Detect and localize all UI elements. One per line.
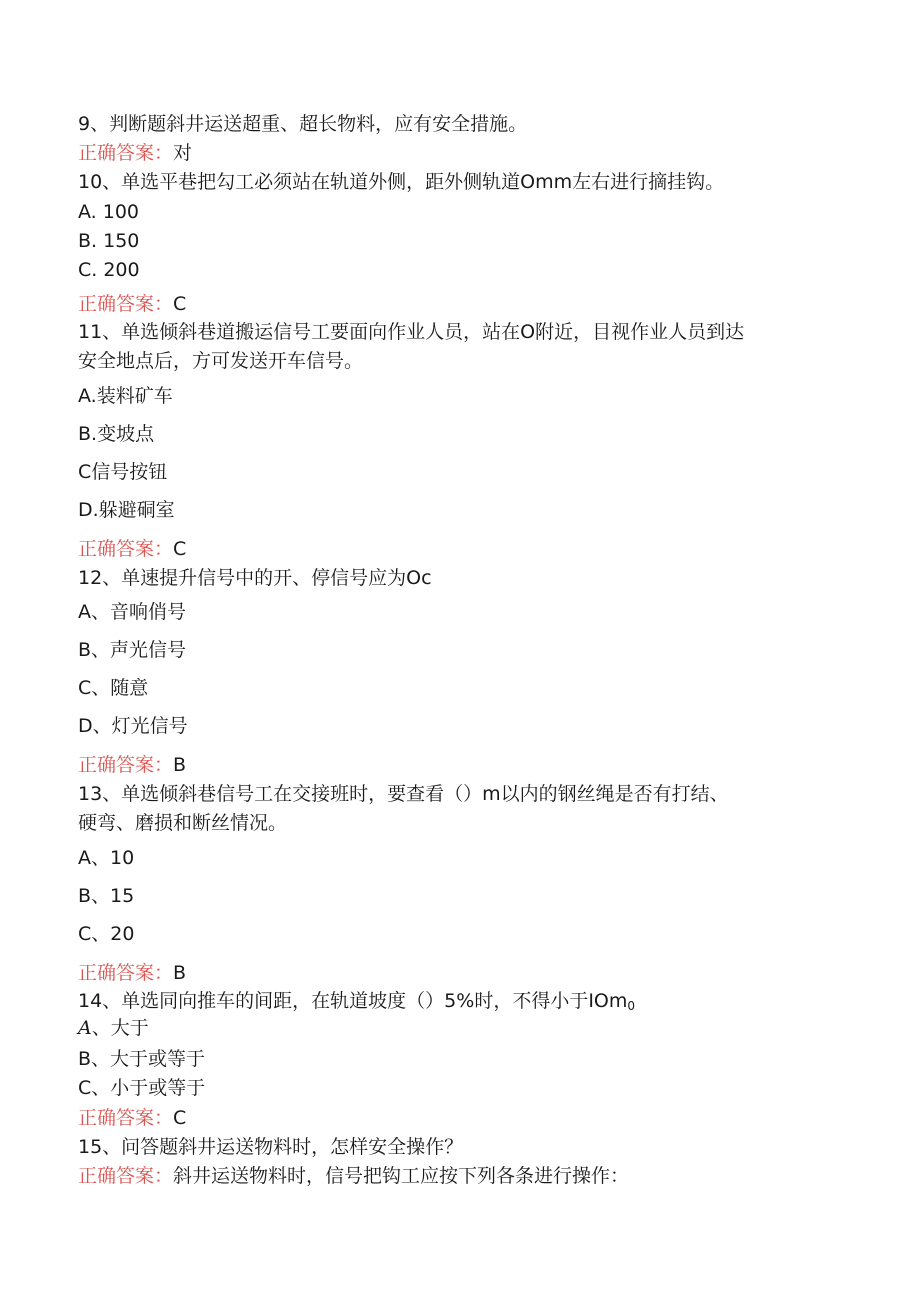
question-10-option-b: B. 150 [78,230,140,252]
question-9-stem: 9、判断题斜井运送超重、超长物料，应有安全措施。 [78,113,528,135]
question-11-option-d: D.躲避硐室 [78,499,175,521]
answer-value: C [173,1107,187,1129]
question-13-stem-line-2: 硬弯、磨损和断丝情况。 [78,812,288,834]
question-13-option-a: A、10 [78,847,135,869]
answer-label: 正确答案： [78,1107,174,1129]
question-10-option-c: C. 200 [78,259,140,281]
question-11-answer [78,537,186,561]
question-11-option-c: C信号按钮 [78,461,168,483]
answer-value: 斜井运送物料时，信号把钩工应按下列各条进行操作： [173,1165,630,1187]
question-13-option-b: B、15 [78,885,135,907]
answer-label: 正确答案： [78,142,174,164]
question-12-option-c: C、随意 [78,677,149,699]
question-11-stem-line-1: 11、单选倾斜巷道搬运信号工要面向作业人员，站在O附近，目视作业人员到达 [78,321,745,343]
question-14-option-c: C、小于或等于 [78,1077,206,1099]
option-a-text: 、大于 [91,1017,149,1039]
question-14-stem-text: 14、单选同向推车的间距，在轨道坡度（）5%时，不得小于IOm [78,990,628,1012]
question-12-answer [78,753,186,777]
option-a-letter: A [78,1017,92,1039]
answer-label: 正确答案： [78,1165,174,1187]
question-11-option-b: B.变坡点 [78,423,155,445]
answer-value: C [173,293,187,315]
question-14-stem-subscript: 0 [627,999,636,1013]
question-9-answer [78,141,192,165]
answer-label: 正确答案： [78,962,174,984]
question-14-answer [78,1106,186,1130]
question-10-option-a: A. 100 [78,201,140,223]
question-12-option-a: A、音响俏号 [78,601,186,623]
question-14-option-a [78,1016,149,1040]
question-14-stem [78,989,635,1018]
answer-value: B [173,754,187,776]
answer-value: B [173,962,187,984]
answer-value: 对 [173,142,193,164]
question-13-stem-line-1: 13、单选倾斜巷信号工在交接班时，要查看（）m以内的钢丝绳是否有打结、 [78,783,729,805]
question-15-stem: 15、问答题斜井运送物料时，怎样安全操作？ [78,1136,464,1158]
question-14-option-b: B、大于或等于 [78,1048,206,1070]
question-10-answer [78,292,186,316]
question-15-answer [78,1164,629,1188]
answer-label: 正确答案： [78,293,174,315]
question-12-option-b: B、声光信号 [78,639,187,661]
question-12-option-d: D、灯光信号 [78,715,188,737]
question-11-option-a: A.装料矿车 [78,385,173,407]
answer-label: 正确答案： [78,754,174,776]
question-11-stem-line-2: 安全地点后，方可发送开车信号。 [78,350,364,372]
question-10-stem: 10、单选平巷把勾工必须站在轨道外侧，距外侧轨道Omm左右进行摘挂钩。 [78,171,725,193]
question-12-stem: 12、单速提升信号中的开、停信号应为Oc [78,567,432,589]
question-13-answer [78,961,186,985]
answer-label: 正确答案： [78,538,174,560]
question-13-option-c: C、20 [78,923,135,945]
answer-value: C [173,538,187,560]
